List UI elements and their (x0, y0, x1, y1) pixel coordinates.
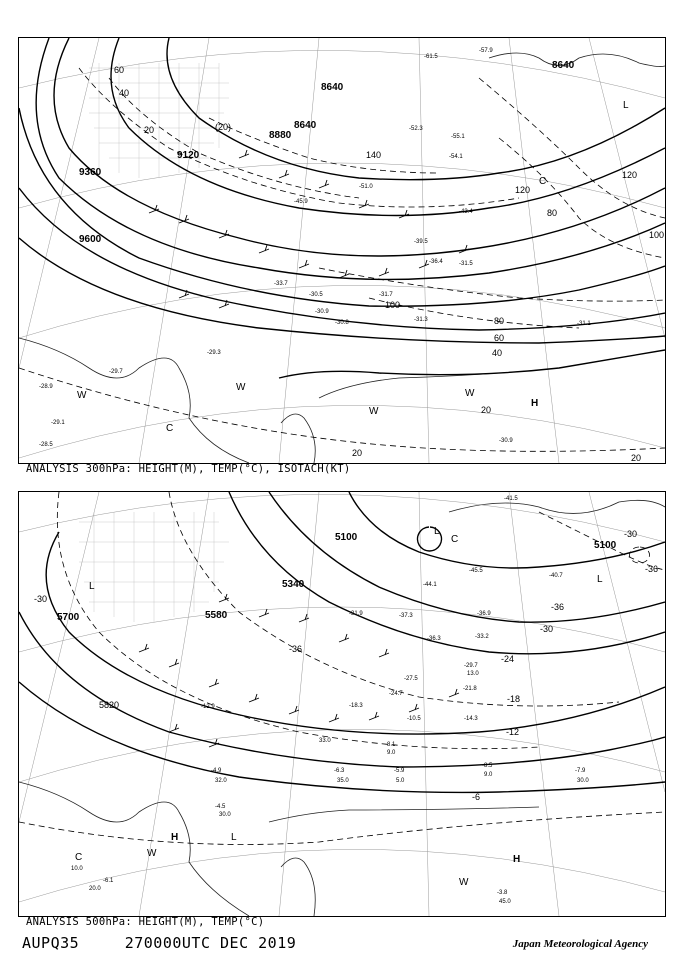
system-marker-low: L (89, 581, 95, 592)
map-300hpa-canvas (19, 38, 665, 463)
agency-credit: Japan Meteorological Agency (512, 938, 648, 950)
temp-label: -31.5 (459, 261, 473, 267)
coastline (19, 53, 665, 463)
station-temp: -4.5 (215, 804, 226, 810)
station-temp: -33.2 (475, 634, 489, 640)
isotach-label: 100 (385, 300, 401, 310)
station-temp: -37.3 (399, 613, 413, 619)
chart-footer (22, 934, 332, 952)
valid-time: 270000UTC DEC 2019 (124, 934, 297, 952)
temp-label: -29.7 (109, 369, 123, 375)
station-speed: 35.0 (337, 778, 349, 784)
panel-caption-300hpa: ANALYSIS 300hPa: HEIGHT(M), TEMP(°C), ISOTACH(KT) (26, 463, 351, 475)
station-temp: -44.1 (423, 582, 437, 588)
station-temp: -14.3 (464, 716, 478, 722)
height-label: 9600 (79, 234, 102, 245)
map-panel-300hpa (18, 37, 666, 464)
cold-pool-hatch (89, 63, 232, 178)
temp-label: -29.3 (207, 350, 221, 356)
height-label: 5100 (335, 532, 358, 543)
temp-label: -29.1 (51, 420, 65, 426)
station-speed: 10.0 (71, 866, 83, 872)
station-speed: 32.0 (215, 778, 227, 784)
station-temp: -36.3 (427, 636, 441, 642)
station-temp: -12.9 (201, 704, 215, 710)
system-marker-cold: C (166, 423, 174, 434)
cold-pool-hatch (79, 512, 229, 622)
temp-label: -51.0 (359, 184, 373, 190)
temp-label: -28.5 (39, 442, 53, 448)
graticule (19, 38, 665, 463)
temp-label: -54.1 (449, 154, 463, 160)
temp-contour-label: -12 (506, 727, 520, 737)
temp-label: -57.9 (479, 48, 493, 54)
chart-id: AUPQ35 (22, 934, 80, 952)
temp-label: -52.3 (409, 126, 423, 132)
station-speed: 9.0 (484, 772, 493, 778)
isotach-label: 100 (649, 230, 665, 240)
system-marker-warm: W (459, 877, 469, 888)
map-500hpa-canvas (19, 492, 665, 916)
station-temp: -40.7 (549, 573, 563, 579)
station-speed: 9.0 (387, 750, 396, 756)
temp-contour-label: -36 (645, 564, 659, 574)
system-marker-high: H (513, 854, 521, 865)
temp-label: -31.7 (379, 292, 393, 298)
height-label: 8640 (552, 60, 575, 71)
temp-label: -31.1 (577, 321, 591, 327)
height-label: 5820 (99, 700, 120, 710)
temp-label: -28.9 (39, 384, 53, 390)
system-marker-high: H (171, 832, 179, 843)
isotach-label: 60 (494, 333, 505, 343)
station-speed: 5.0 (396, 778, 405, 784)
panel-caption-500hpa: ANALYSIS 500hPa: HEIGHT(M), TEMP(°C) (26, 916, 265, 928)
isotachs-300 (19, 68, 665, 451)
system-marker-cold: C (451, 534, 459, 545)
station-speed: 33.0 (319, 738, 331, 744)
height-label: 5340 (282, 579, 305, 590)
temp-label: -30.9 (315, 309, 329, 315)
isotach-label: 20 (144, 125, 155, 135)
station-speed: 20.0 (89, 886, 101, 892)
height-label: 5100 (594, 540, 617, 551)
temp-contour-label: -18 (507, 694, 521, 704)
temp-label: -43.4 (459, 209, 473, 215)
station-temp: -29.7 (464, 663, 478, 669)
isotach-label: 80 (547, 208, 558, 218)
temp-label: -36.4 (429, 259, 443, 265)
station-speed: 30.0 (219, 812, 231, 818)
isotach-label: 20 (481, 405, 492, 415)
isotach-label: 120 (622, 170, 638, 180)
temp-contour-label: -30 (34, 594, 48, 604)
temp-label: -30.9 (499, 438, 513, 444)
isotach-label: 20 (631, 453, 642, 463)
station-temp: -27.5 (404, 676, 418, 682)
temp-contour-label: -36 (289, 644, 303, 654)
station-temp: -7.9 (575, 768, 586, 774)
system-marker-high: H (531, 398, 539, 409)
isotach-label: 80 (494, 316, 505, 326)
isotach-label: 20 (352, 448, 363, 458)
system-marker-low: L (434, 526, 440, 537)
system-marker-low: L (231, 832, 237, 843)
temp-contour-label: -30 (624, 529, 638, 539)
station-speed: 45.0 (499, 899, 511, 905)
map-panel-500hpa (18, 491, 666, 917)
system-marker-warm: W (236, 382, 246, 393)
station-temp: -18.3 (349, 703, 363, 709)
station-speed: 13.0 (467, 671, 479, 677)
temp-contour-label: -36 (551, 602, 565, 612)
height-label: 5700 (57, 612, 80, 623)
temp-contour-label: -6 (472, 792, 481, 802)
station-temp: -45.5 (469, 568, 483, 574)
system-marker-warm: W (147, 848, 157, 859)
height-label: 9120 (177, 150, 200, 161)
station-temp: -8.1 (385, 742, 396, 748)
temp-label: -61.5 (424, 54, 438, 60)
isotach-label: 60 (114, 65, 125, 75)
station-temp: -21.8 (463, 686, 477, 692)
temp-label: -30.5 (309, 292, 323, 298)
station-temp: -6.1 (103, 878, 114, 884)
isotach-label: 40 (492, 348, 503, 358)
temp-label: -39.5 (414, 239, 428, 245)
system-marker-low: L (623, 100, 629, 111)
station-temp: -31.9 (349, 611, 363, 617)
station-temp: -4.9 (211, 768, 222, 774)
height-label: 5580 (205, 610, 228, 621)
temp-label: -45.9 (294, 199, 308, 205)
station-temp: -24.7 (389, 691, 403, 697)
temp-label: -55.1 (451, 134, 465, 140)
station-temp: -41.5 (504, 496, 518, 502)
station-temp: -8.5 (482, 763, 493, 769)
temp-contour-label: -24 (501, 654, 515, 664)
temp-contour-label: -30 (540, 624, 554, 634)
temp-label: -30.8 (335, 320, 349, 326)
station-temp: -3.8 (497, 890, 508, 896)
isotach-label: (20) (215, 122, 232, 132)
isotach-label: 40 (119, 88, 130, 98)
wind-barbs-300 (149, 150, 469, 308)
system-marker-warm: W (465, 388, 475, 399)
isotach-label: 140 (366, 150, 382, 160)
station-temp: -36.9 (477, 611, 491, 617)
station-temp: -5.9 (394, 768, 405, 774)
temp-label: -33.7 (274, 281, 288, 287)
isotach-label: 120 (515, 185, 531, 195)
temp-label: -31.3 (414, 317, 428, 323)
height-label: 8640 (321, 82, 344, 93)
station-temp: -6.3 (334, 768, 345, 774)
system-marker-low: L (597, 574, 603, 585)
height-label: 8880 (269, 130, 292, 141)
height-label: 9360 (79, 167, 102, 178)
system-marker-cold: C (75, 852, 83, 863)
station-speed: 30.0 (577, 778, 589, 784)
system-marker-warm: W (369, 406, 379, 417)
height-label: 8640 (294, 120, 317, 131)
system-marker-warm: W (77, 390, 87, 401)
system-marker-cold: C (539, 176, 547, 187)
station-temp: -10.5 (407, 716, 421, 722)
